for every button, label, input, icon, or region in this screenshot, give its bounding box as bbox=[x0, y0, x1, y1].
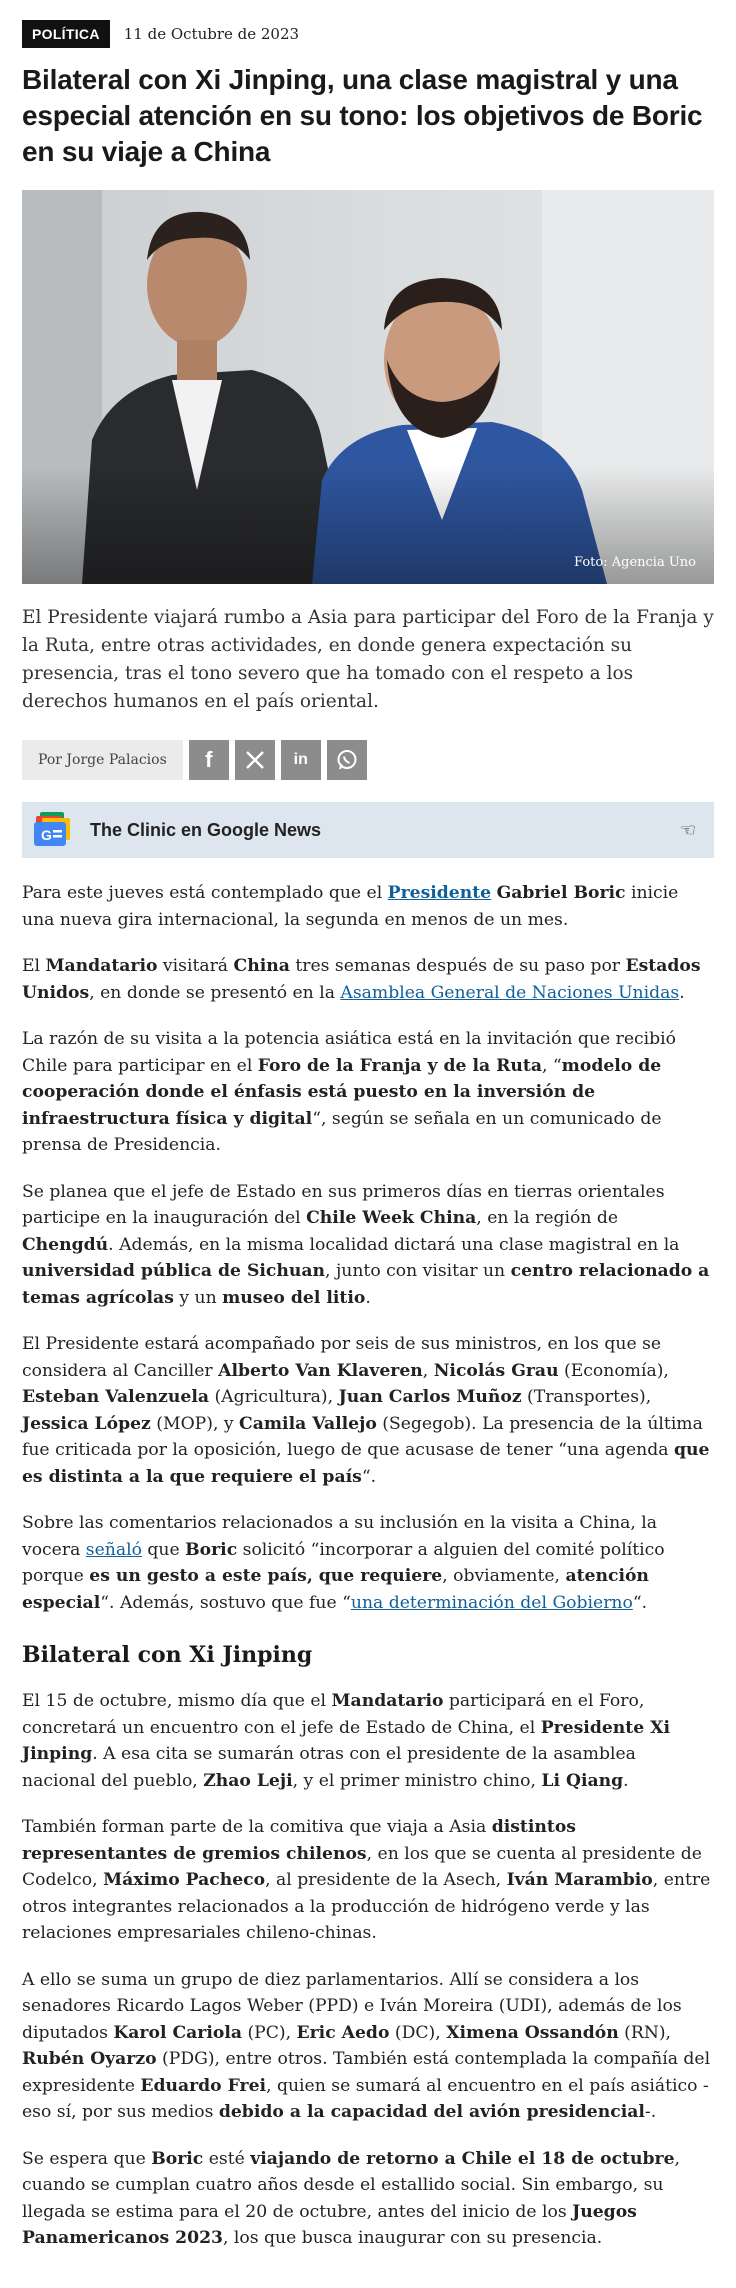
link-asamblea-onu[interactable]: Asamblea General de Naciones Unidas bbox=[340, 982, 680, 1003]
paragraph: Sobre las comentarios relacionados a su inclusión en la visita a China, la vocera señaló que Boric solicitó “incorporar a alguien del comité político porque es un gesto a este país, que requiere, obviamente, atención especial“. Además, sostuvo que fue “una determinación del Gobierno“. bbox=[22, 1513, 665, 1613]
google-news-label: The Clinic en Google News bbox=[90, 819, 322, 840]
section-heading: Bilateral con Xi Jinping bbox=[22, 1642, 313, 1668]
facebook-share-button[interactable] bbox=[189, 740, 229, 780]
paragraph: El Presidente estará acompañado por seis de sus ministros, en los que se considera al Canciller Alberto Van Klaveren, Nicolás Grau (Economía), Esteban Valenzuela (Agricultura), Juan Carlos Muñoz (Transportes), Jessica López (MOP), y Camila Vallejo (Segegob). La presencia de la última fue criticada por la oposición, luego de que acusase de tener “una agenda que es distinta a la que requiere el país“. bbox=[22, 1334, 710, 1487]
paragraph: La razón de su visita a la potencia asiática está en la invitación que recibió Chile para participar en el Foro de la Franja y de la Ruta, “modelo de cooperación donde el énfasis está puesto en la inversión de infraestructura física y digital“, según se señala en un comunicado de prensa de Presidencia. bbox=[22, 1029, 676, 1155]
svg-text:G: G bbox=[41, 827, 52, 843]
link-senalo[interactable]: señaló bbox=[85, 1539, 142, 1560]
paragraph: Se planea que el jefe de Estado en sus primeros días en tierras orientales participe en la inauguración del Chile Week China, en la región de Chengdú. Además, en la misma localidad dictará una clase magistral en la universidad pública de Sichuan, junto con visitar un centro relacionado a temas agrícolas y un museo del litio. bbox=[22, 1181, 710, 1308]
link-determinacion-gobierno[interactable]: una determinación del Gobierno bbox=[350, 1592, 633, 1613]
google-news-banner[interactable] bbox=[22, 802, 714, 858]
article-meta bbox=[22, 0, 736, 50]
hero-image bbox=[22, 190, 714, 584]
paragraph: A ello se suma un grupo de diez parlamentarios. Allí se considera a los senadores Ricardo Lagos Weber (PPD) e Iván Moreira (UDI), además de los diputados Karol Cariola (PC), Eric Aedo (DC), Ximena Ossandón (RN), Rubén Oyarzo (PDG), entre otros. También está contemplada la compañía del expresidente Eduardo Frei, quien se sumará al encuentro en el país asiático -eso sí, por sus medios debido a la capacidad del avión presidencial-. bbox=[22, 1969, 711, 2122]
category-badge[interactable]: POLÍTICA bbox=[22, 20, 110, 48]
photo-credit: Foto: Agencia Uno bbox=[574, 555, 696, 570]
hand-pointing-icon: ☜ bbox=[679, 820, 696, 841]
publish-date: 11 de Octubre de 2023 bbox=[123, 25, 300, 43]
facebook-icon: f bbox=[205, 747, 213, 772]
paragraph: Para este jueves está contemplado que el Presidente Gabriel Boric inicie una nueva gira internacional, la segunda en menos de un mes. bbox=[22, 883, 679, 930]
paragraph: El 15 de octubre, mismo día que el Mandatario participará en el Foro, concretará un encuentro con el jefe de Estado de China, el Presidente Xi Jinping. A esa cita se sumarán otras con el presidente de la asamblea nacional del pueblo, Zhao Leji, y el primer ministro chino, Li Qiang. bbox=[22, 1691, 670, 1791]
x-share-button[interactable] bbox=[235, 740, 275, 780]
author-byline[interactable]: Por Jorge Palacios bbox=[22, 740, 183, 780]
article-lead: El Presidente viajará rumbo a Asia para participar del Foro de la Franja y la Ruta, entre otras actividades, en donde genera expectación su presencia, tras el tono severo que ha tomado con el respeto a los derechos humanos en el país oriental. bbox=[22, 607, 714, 712]
hero-photo bbox=[22, 190, 714, 584]
paragraph: El Mandatario visitará China tres semanas después de su paso por Estados Unidos, en donde se presentó en la Asamblea General de Naciones Unidas. bbox=[22, 956, 701, 1003]
article-body bbox=[22, 880, 714, 2252]
paragraph: También forman parte de la comitiva que viaja a Asia distintos representantes de gremios chilenos, en los que se cuenta al presidente de Codelco, Máximo Pacheco, al presidente de la Asech, Iván Marambio, entre otros integrantes relacionados a la producción de hidrógeno verde y las relaciones empresariales chileno-chinas. bbox=[22, 1817, 711, 1943]
x-icon bbox=[244, 749, 266, 771]
article-body-continued bbox=[22, 1967, 714, 2126]
article bbox=[22, 0, 736, 2252]
whatsapp-share-button[interactable] bbox=[327, 740, 367, 780]
linkedin-share-button[interactable] bbox=[281, 740, 321, 780]
share-bar bbox=[22, 740, 736, 780]
linkedin-icon: in bbox=[293, 751, 308, 768]
paragraph: Se espera que Boric esté viajando de retorno a Chile el 18 de octubre, cuando se cumplan cuatro años desde el estallido social. Sin embargo, su llegada se estima para el 20 de octubre, antes del inicio de los Juegos Panamericanos 2023, los que busca inaugurar con su presencia. bbox=[22, 2148, 680, 2248]
article-title: Bilateral con Xi Jinping, una clase magistral y una especial atención en su tono: los objetivos de Boric en su viaje a China bbox=[22, 64, 703, 167]
whatsapp-icon bbox=[335, 748, 359, 772]
link-presidente[interactable]: Presidente bbox=[387, 883, 492, 903]
google-news-icon bbox=[32, 810, 72, 850]
